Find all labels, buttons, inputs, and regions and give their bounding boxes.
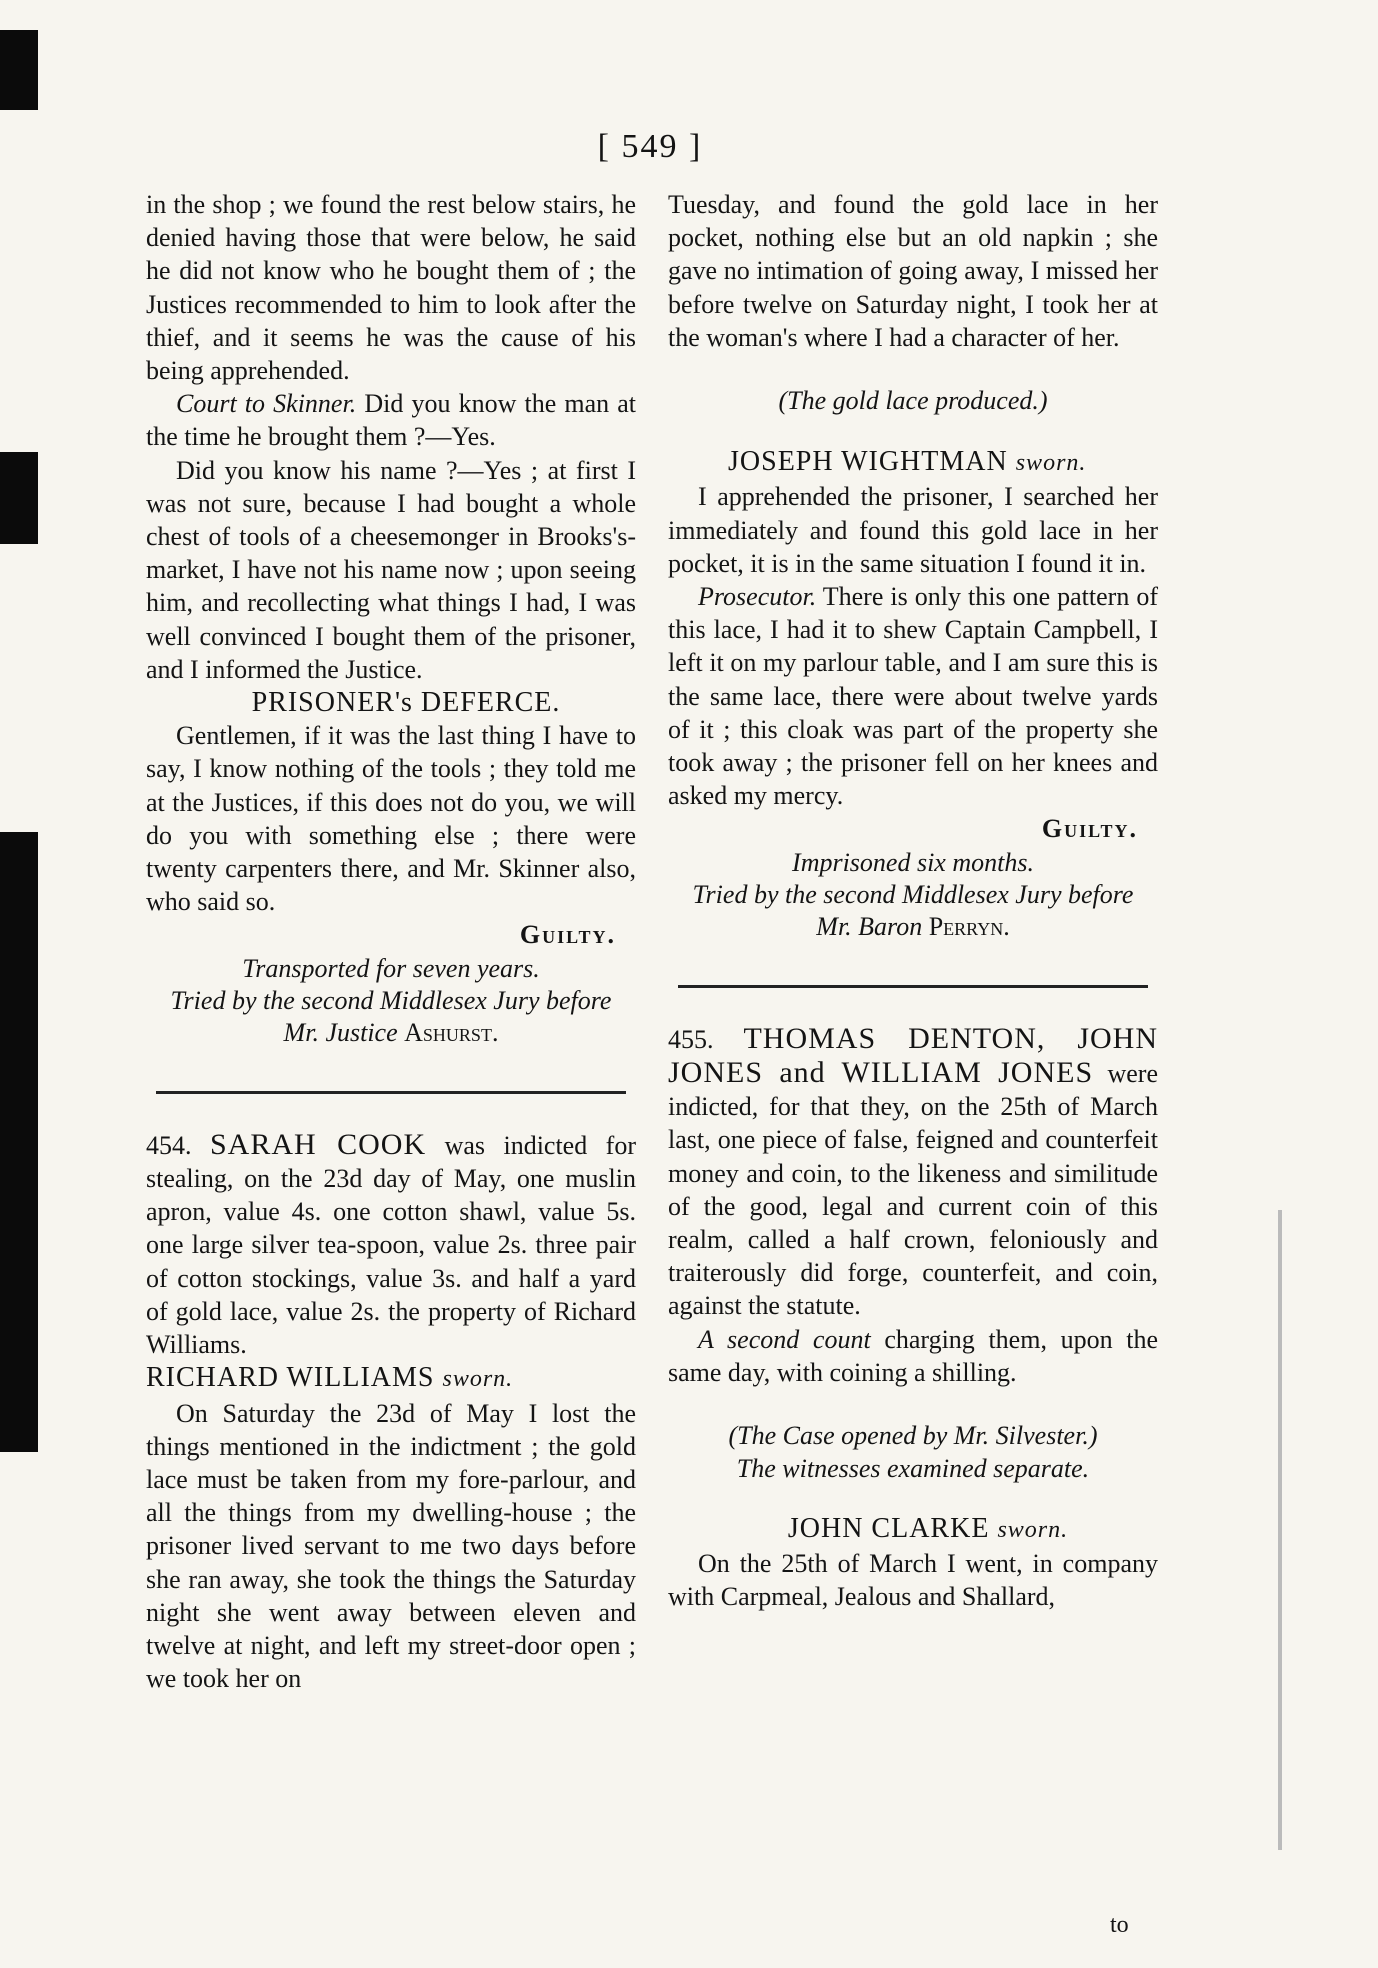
paragraph: On Saturday the 23d of May I lost the things mentioned in the indictment ; the gold lace must be taken from my fore-parlour, and all the things from my dwelling-house ; the prisoner lived servant to me two days before she ran away, she took the things the Saturday night she went away between eleven and twelve at night, and left my street-door open ; we took her on bbox=[146, 1398, 636, 1694]
judge-name: Perryn. bbox=[928, 911, 1010, 941]
sentence: Imprisoned six months. bbox=[792, 847, 1034, 877]
paragraph bbox=[668, 1323, 1158, 1389]
case-paragraph bbox=[146, 1128, 636, 1361]
witness-name: JOHN CLARKE bbox=[787, 1512, 990, 1544]
catchword: to bbox=[1110, 1912, 1129, 1938]
speaker-label: Court to Skinner. bbox=[176, 389, 357, 419]
trial-note-line: Mr. Justice bbox=[283, 1017, 405, 1047]
trial-note bbox=[146, 985, 636, 1049]
case-paragraph bbox=[668, 1022, 1158, 1323]
verdict: Guilty. bbox=[1041, 814, 1138, 844]
verdict: Guilty. bbox=[519, 920, 616, 950]
paragraph-text: There is only this one pattern of this lace, I had it to shew Captain Campbell, I left it on my parlour table, and I am sure this is the same lace, there were about twelve yards of it ; this cloak was part of the property she took away ; the prisoner fell on her knees and asked my mercy. bbox=[668, 582, 1158, 811]
scan-edge-mark bbox=[0, 452, 38, 544]
trial-note-line: Mr. Baron bbox=[816, 911, 929, 941]
paragraph: in the shop ; we found the rest below stairs, he denied having those that were below, he said he did not know who he bought them of ; the Justices recommended to him to look after the thief, and it seems he was the cause of his being apprehended. bbox=[146, 190, 636, 386]
sworn-label: sworn. bbox=[997, 1516, 1069, 1543]
scan-edge-mark bbox=[0, 30, 38, 110]
speaker-label: Prosecutor. bbox=[698, 582, 817, 612]
paragraph: Tuesday, and found the gold lace in her pocket, nothing else but an old napkin ; she gave no intimation of going away, I missed her before twelve on Saturday night, I took her at the woman's where I had a character of her. bbox=[668, 190, 1158, 352]
witness-name: RICHARD WILLIAMS bbox=[146, 1362, 435, 1394]
scan-edge-noise bbox=[1278, 1210, 1282, 1850]
defendant-names: THOMAS DENTON, JOHN JONES and WILLIAM JONES bbox=[668, 1021, 1159, 1090]
case-number: 455. bbox=[668, 1024, 714, 1054]
trial-note-line: Tried by the second Middlesex Jury before bbox=[170, 985, 612, 1015]
case-number: 454. bbox=[146, 1130, 192, 1160]
paragraph bbox=[668, 580, 1158, 812]
case-note: The witnesses examined separate. bbox=[736, 1454, 1090, 1484]
exhibit-note: (The gold lace produced.) bbox=[778, 386, 1048, 416]
scan-edge-mark bbox=[0, 832, 38, 1452]
case-text: were indicted, for that they, on the 25th of March last, one piece of false, feigned and counterfeit money and coin, to the likeness and similitude of the good, legal and current coin of this realm, called a half crown, feloniously and traiterously did forge, counterfeit, and coin, against the statute. bbox=[668, 1059, 1159, 1321]
sworn-label: sworn. bbox=[442, 1366, 514, 1393]
defendant-name: SARAH COOK bbox=[209, 1127, 427, 1161]
count-label: A second count bbox=[698, 1324, 871, 1354]
judge-name: Ashurst. bbox=[404, 1017, 499, 1047]
section-heading: PRISONER's DEFERCE. bbox=[251, 687, 561, 719]
case-note: (The Case opened by Mr. Silvester.) bbox=[728, 1421, 1098, 1451]
trial-note-line: Tried by the second Middlesex Jury before bbox=[692, 879, 1134, 909]
sworn-label: sworn. bbox=[1015, 450, 1087, 477]
paragraph-text: charging them, upon the same day, with coining a shilling. bbox=[668, 1324, 1158, 1387]
paragraph: On the 25th of March I went, in company with Carpmeal, Jealous and Shallard, bbox=[668, 1548, 1158, 1611]
paragraph-text: Did you know the man at the time he brought them ?—Yes. bbox=[146, 389, 636, 452]
left-column bbox=[146, 188, 636, 1695]
paragraph: Did you know his name ?—Yes ; at first I was not sure, because I had bought a whole chest of tools of a cheesemonger in Brooks's-market, I have not his name now ; upon seeing him, and recollecting what things I had, I was well convinced I bought them of the prisoner, and I informed the Justice. bbox=[146, 455, 636, 684]
right-column bbox=[668, 188, 1158, 1613]
section-divider bbox=[156, 1091, 626, 1094]
paragraph: I apprehended the prisoner, I searched her immediately and found this gold lace in her pocket, it is in the same situation I found it in. bbox=[668, 482, 1158, 578]
section-divider bbox=[678, 985, 1148, 988]
paragraph: Gentlemen, if it was the last thing I have to say, I know nothing of the tools ; they told me at the Justices, if this does not do you, we will do you with something else ; there were twenty carpenters there, and Mr. Skinner also, who said so. bbox=[146, 721, 636, 917]
witness-name: JOSEPH WIGHTMAN bbox=[728, 446, 1008, 478]
case-text: was indicted for stealing, on the 23d day of May, one muslin apron, value 4s. one cotton shawl, value 5s. one large silver tea-spoon, value 2s. three pair of cotton stockings, value 3s. and half a yard of gold lace, value 2s. the property of Richard Williams. bbox=[146, 1130, 636, 1360]
paragraph bbox=[146, 387, 636, 453]
witness-heading bbox=[668, 1512, 1158, 1547]
witness-heading bbox=[668, 445, 1158, 480]
sentence: Transported for seven years. bbox=[242, 953, 540, 983]
witness-heading bbox=[146, 1361, 636, 1396]
trial-note bbox=[668, 879, 1158, 943]
page-number: [ 549 ] bbox=[597, 128, 703, 165]
